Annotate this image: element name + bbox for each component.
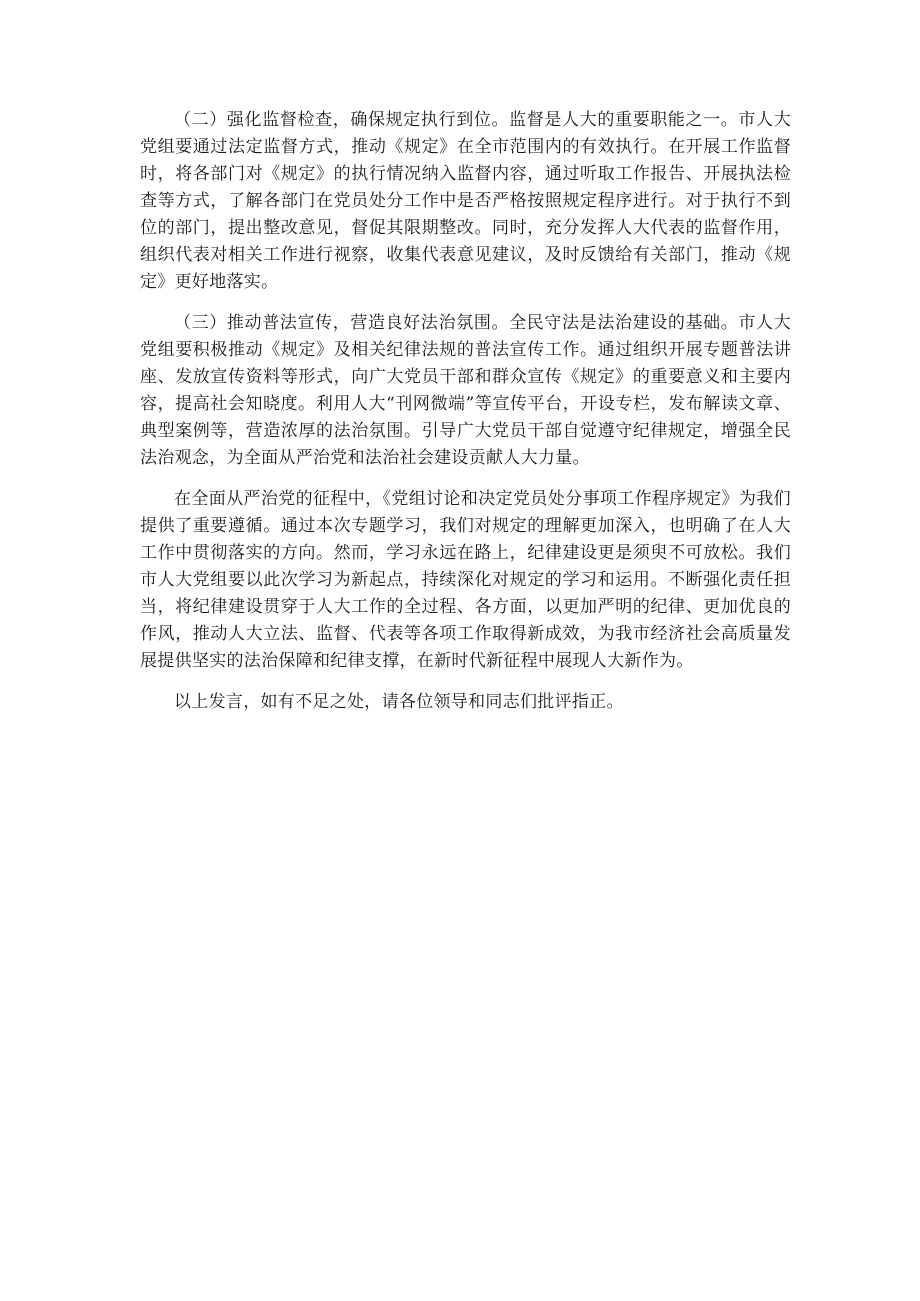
paragraph-publicity: （三）推动普法宣传，营造良好法治氛围。全民守法是法治建设的基础。市人大党组要积极推动《规定》及相关纪律法规的普法宣传工作。通过组织开展专题普法讲座、发放宣传资料等形式，向广大党员干部和群众宣传《规定》的重要意义和主要内容，提高社会知晓度。利用人大“刊网微端”等宣传平台，开设专栏，发布解读文章、典型案例等，营造浓厚的法治氛围。引导广大党员干部自觉遵守纪律规定，增强全民法治观念，为全面从严治党和法治社会建设贡献人大力量。 [140,313,791,468]
paragraph-conclusion: 在全面从严治党的征程中，《党组讨论和决定党员处分事项工作程序规定》为我们提供了重要遵循。通过本次专题学习，我们对规定的理解更加深入，也明确了在人大工作中贯彻落实的方向。然而，学习永远在路上，纪律建设更是须臾不可放松。我们市人大党组要以此次学习为新起点，持续深化对规定的学习和运用。不断强化责任担当，将纪律建设贯穿于人大工作的全过程、各方面，以更加严明的纪律、更加优良的作风，推动人大立法、监督、代表等各项工作取得新成效，为我市经济社会高质量发展提供坚实的法治保障和纪律支撑，在新时代新征程中展现人大新作为。 [140,489,791,671]
document-body [140,107,791,730]
paragraph-supervision: （二）强化监督检查，确保规定执行到位。监督是人大的重要职能之一。市人大党组要通过法定监督方式，推动《规定》在全市范围内的有效执行。在开展工作监督时，将各部门对《规定》的执行情况纳入监督内容，通过听取工作报告、开展执法检查等方式，了解各部门在党员处分工作中是否严格按照规定程序进行。对于执行不到位的部门，提出整改意见，督促其限期整改。同时，充分发挥人大代表的监督作用，组织代表对相关工作进行视察，收集代表意见建议，及时反馈给有关部门，推动《规定》更好地落实。 [140,110,791,292]
paragraph-closing: 以上发言，如有不足之处，请各位领导和同志们批评指正。 [174,692,624,712]
